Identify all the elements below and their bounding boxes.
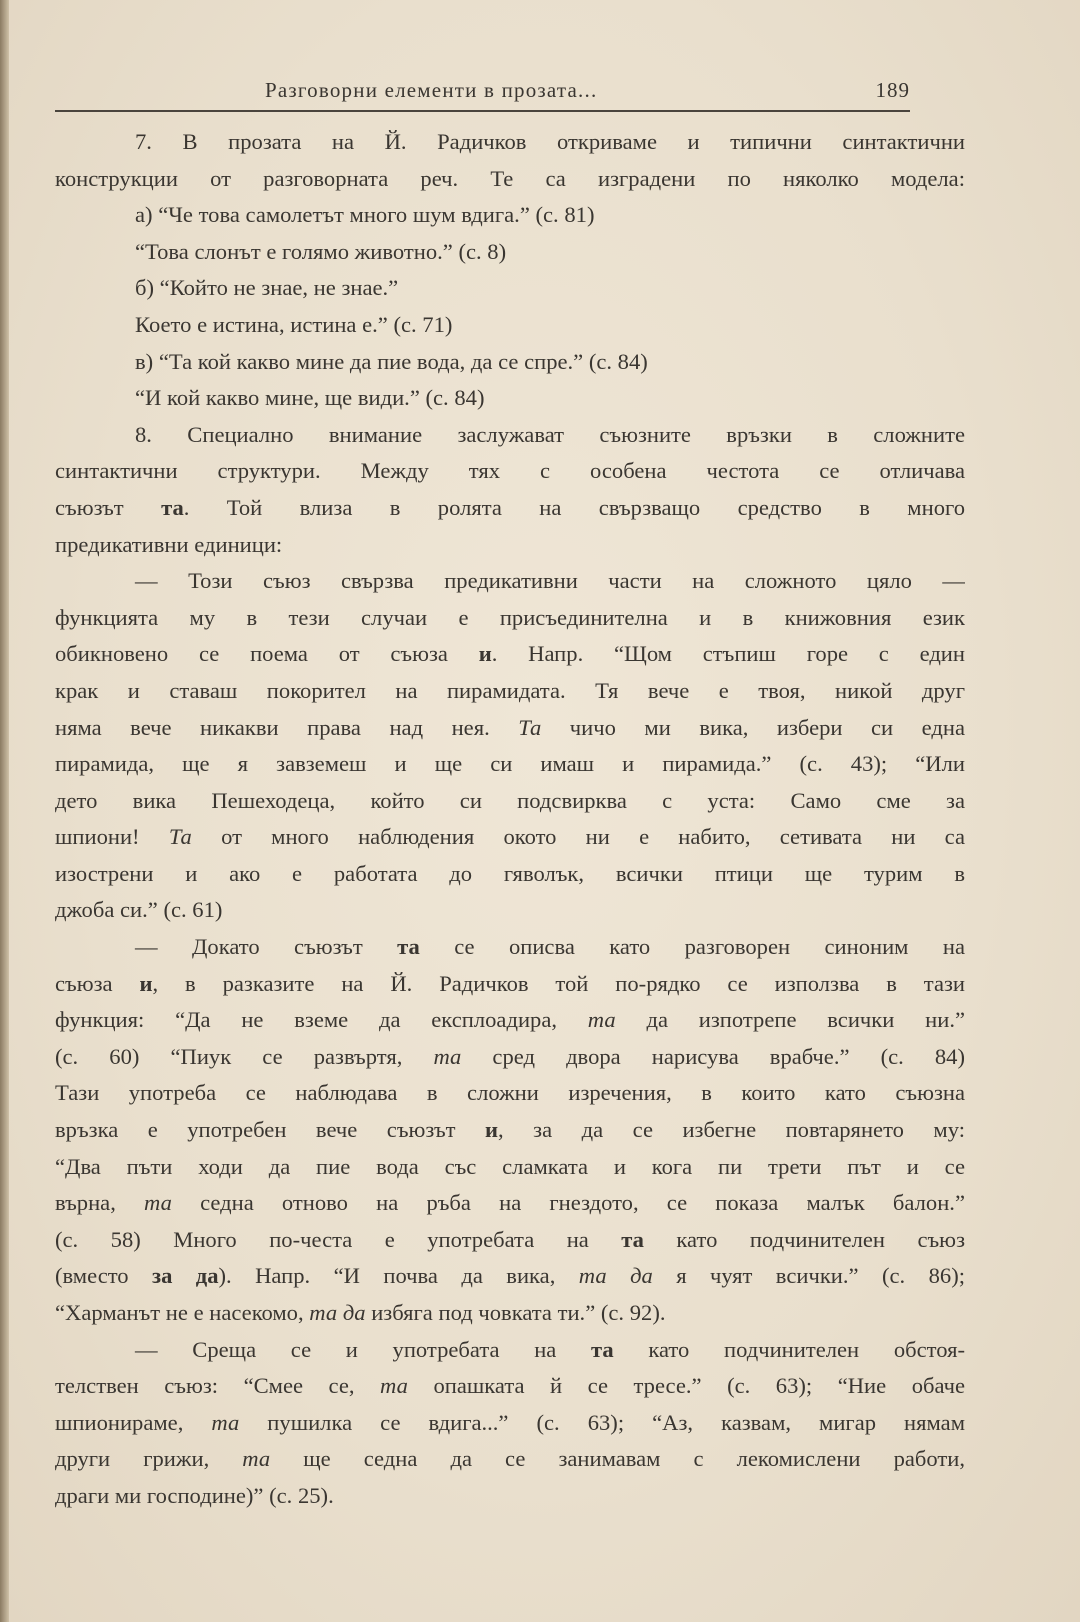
text-line: пирамида, ще я завземеш и ще си имаш и пирамида.” (с. 43); “Или	[55, 751, 965, 777]
text-line: (с. 58) Много по-честа е употребата на та като подчинителен съюз	[55, 1226, 965, 1252]
text-line: обикновено се поема от съюза и. Напр. “Щом стъпиш горе с един	[55, 641, 965, 667]
running-title: Разговорни елементи в прозата...	[265, 78, 598, 102]
text-line: (вместо за да). Напр. “И почва да вика, та да я чуят всички.” (с. 86);	[55, 1263, 965, 1289]
text-line: изострени и ако е работата до гяволък, всички птици ще турим в	[55, 860, 965, 886]
text-line: крак и ставаш покорител на пирамидата. Тя вече е твоя, никой друг	[55, 677, 965, 703]
text-line: Което е истина, истина е.” (с. 71)	[135, 311, 453, 337]
text-line: съюза и, в разказите на Й. Радичков той по-рядко се използва в тази	[55, 970, 965, 996]
text-line: шпиони! Та от много наблюдения окото ни е набито, сетивата ни са	[55, 824, 965, 850]
page-header	[55, 70, 910, 112]
text-line: драги ми господине)” (с. 25).	[55, 1482, 334, 1508]
text-line: а) “Че това самолетът много шум вдига.” (с. 81)	[135, 202, 595, 228]
text-line: съюзът та. Той влиза в ролята на свързващо средство в много	[55, 494, 965, 520]
text-line: — Докато съюзът та се описва като разговорен синоним на	[135, 934, 965, 960]
text-line: “Това слонът е голямо животно.” (с. 8)	[135, 238, 507, 264]
text-line: връзка е употребен вече съюзът и, за да се избегне повтарянето му:	[55, 1117, 965, 1143]
book-spine-shadow	[0, 0, 9, 1622]
text-line: синтактични структури. Между тях с особена честота се отличава	[55, 458, 965, 484]
text-line: конструкции от разговорната реч. Те са изградени по няколко модела:	[55, 165, 965, 191]
text-line: (с. 60) “Пиук се развъртя, та сред двора нарисува врабче.” (с. 84)	[55, 1043, 965, 1069]
text-line: върна, та седна отново на ръба на гнездото, се показа малък балон.”	[55, 1190, 965, 1216]
text-line: в) “Та кой какво мине да пие вода, да се спре.” (с. 84)	[135, 348, 648, 374]
text-line: телствен съюз: “Смее се, та опашката й се тресе.” (с. 63); “Ние обаче	[55, 1373, 965, 1399]
text-line: 7. В прозата на Й. Радичков откриваме и типични синтактични	[135, 129, 965, 154]
text-line: Тази употреба се наблюдава в сложни изречения, в които като съюзна	[55, 1080, 965, 1106]
page-body-text	[55, 124, 965, 1515]
text-line: “Два пъти ходи да пие вода със сламката и кога пи трети път и се	[55, 1153, 965, 1179]
text-line: “И кой какво мине, ще види.” (с. 84)	[135, 385, 485, 411]
text-line: шпионираме, та пушилка се вдига...” (с. 63); “Аз, казвам, мигар нямам	[55, 1409, 965, 1435]
text-line: предикативни единици:	[55, 531, 283, 557]
text-line: функцията му в тези случаи е присъединителна и в книжовния език	[55, 604, 965, 630]
text-line: “Харманът не е насекомо, та да избяга под човката ти.” (с. 92).	[55, 1300, 666, 1325]
text-line: джоба си.” (с. 61)	[55, 897, 223, 923]
text-line: — Този съюз свързва предикативни части на сложното цяло —	[135, 568, 965, 594]
text-line: други грижи, та ще седна да се занимавам с лекомислени работи,	[55, 1446, 965, 1472]
text-line: б) “Който не знае, не знае.”	[135, 275, 399, 301]
text-line: няма вече никакви права над нея. Та чичо ми вика, избери си една	[55, 714, 965, 740]
text-line: функция: “Да не вземе да експлоадира, та да изпотрепе всички ни.”	[55, 1007, 965, 1033]
text-line: — Среща се и употребата на та като подчинителен обстоя-	[135, 1336, 965, 1362]
text-line: 8. Специално внимание заслужават съюзните връзки в сложните	[135, 421, 965, 447]
text-line: дето вика Пешеходеца, който си подсвирква с уста: Само сме за	[55, 787, 965, 813]
page-number: 189	[875, 78, 910, 102]
